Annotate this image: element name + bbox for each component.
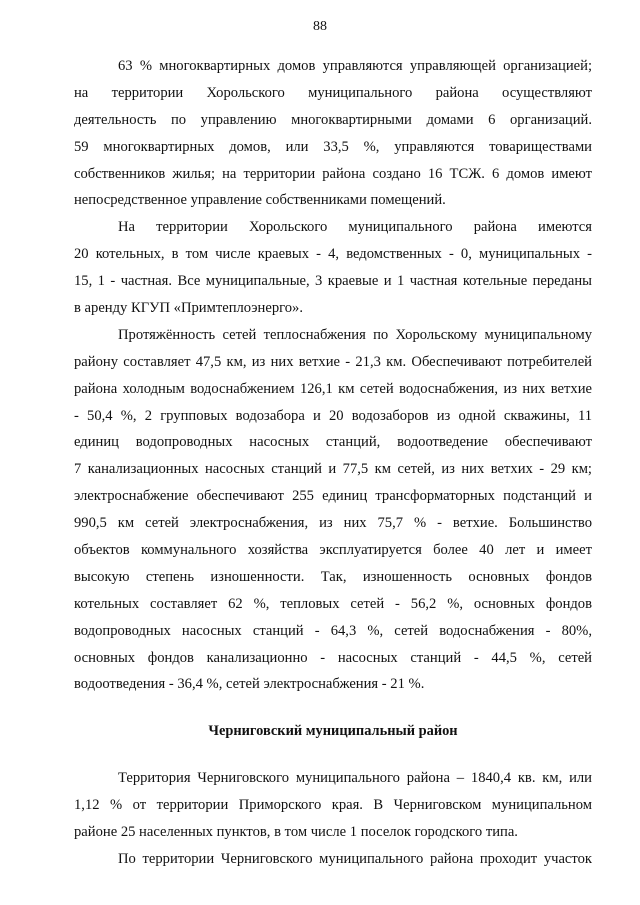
text-line: - 50,4 %, 2 групповых водозабора и 20 водозаборов из одной скважины, 11 [74,407,592,424]
text-line: электроснабжение обеспечивают 255 единиц трансформаторных подстанций и [74,488,592,505]
text-line: Протяжённость сетей теплоснабжения по Хорольскому муниципальному [118,326,592,343]
text-line: Территория Черниговского муниципального района – 1840,4 кв. км, или [118,770,592,787]
text-line: 63 % многоквартирных домов управляются управляющей организацией; [118,58,592,74]
text-line: деятельность по управлению многоквартирными домами 6 организаций. [74,111,592,128]
text-line: непосредственное управление собственниками помещений. [74,192,446,209]
text-line: района холодным водоснабжением 126,1 км сетей водоснабжения, из них ветхие [74,380,592,397]
page-number: 88 [313,19,327,34]
text-line: районе 25 населенных пунктов, в том числе 1 поселок городского типа. [74,824,518,841]
text-line: 15, 1 - частная. Все муниципальные, 3 краевые и 1 частная котельные переданы [74,273,592,290]
text-line: высокую степень изношенности. Так, изношенность основных фондов [74,568,592,585]
text-line: водопроводных насосных станций - 64,3 %, сетей водоснабжения - 80%, [74,622,592,639]
text-line: По территории Черниговского муниципального района проходит участок [118,851,592,868]
section-heading: Черниговский муниципальный район [208,723,458,740]
text-line: водоотведения - 36,4 %, сетей электроснабжения - 21 %. [74,676,425,693]
text-line: на территории Хорольского муниципального района осуществляют [74,84,592,101]
text-line: 1,12 % от территории Приморского края. В Черниговском муниципальном [74,797,592,814]
text-line: 990,5 км сетей электроснабжения, из них 75,7 % - ветхие. Большинство [74,515,592,532]
text-line: 20 котельных, в том числе краевых - 4, ведомственных - 0, муниципальных - [74,246,592,263]
text-line: котельных составляет 62 %, тепловых сетей - 56,2 %, основных фондов [74,595,592,612]
text-line: основных фондов канализационно - насосных станций - 44,5 %, сетей [74,649,592,666]
text-line: собственников жилья; на территории района создано 16 ТСЖ. 6 домов имеют [74,165,592,182]
document-body [74,53,592,873]
text-line: району составляет 47,5 км, из них ветхие - 21,3 км. Обеспечивают потребителей [74,353,592,370]
text-line: объектов коммунального хозяйства эксплуатируется более 40 лет и имеет [74,542,592,559]
text-line: в аренду КГУП «Примтеплоэнерго». [74,300,303,317]
text-line: 59 многоквартирных домов, или 33,5 %, управляются товариществами [74,138,592,155]
text-line: На территории Хорольского муниципального района имеются [118,219,592,236]
text-line: единиц водопроводных насосных станций, водоотведение обеспечивают [74,434,592,451]
text-line: 7 канализационных насосных станций и 77,5 км сетей, из них ветхих - 29 км; [74,461,592,478]
